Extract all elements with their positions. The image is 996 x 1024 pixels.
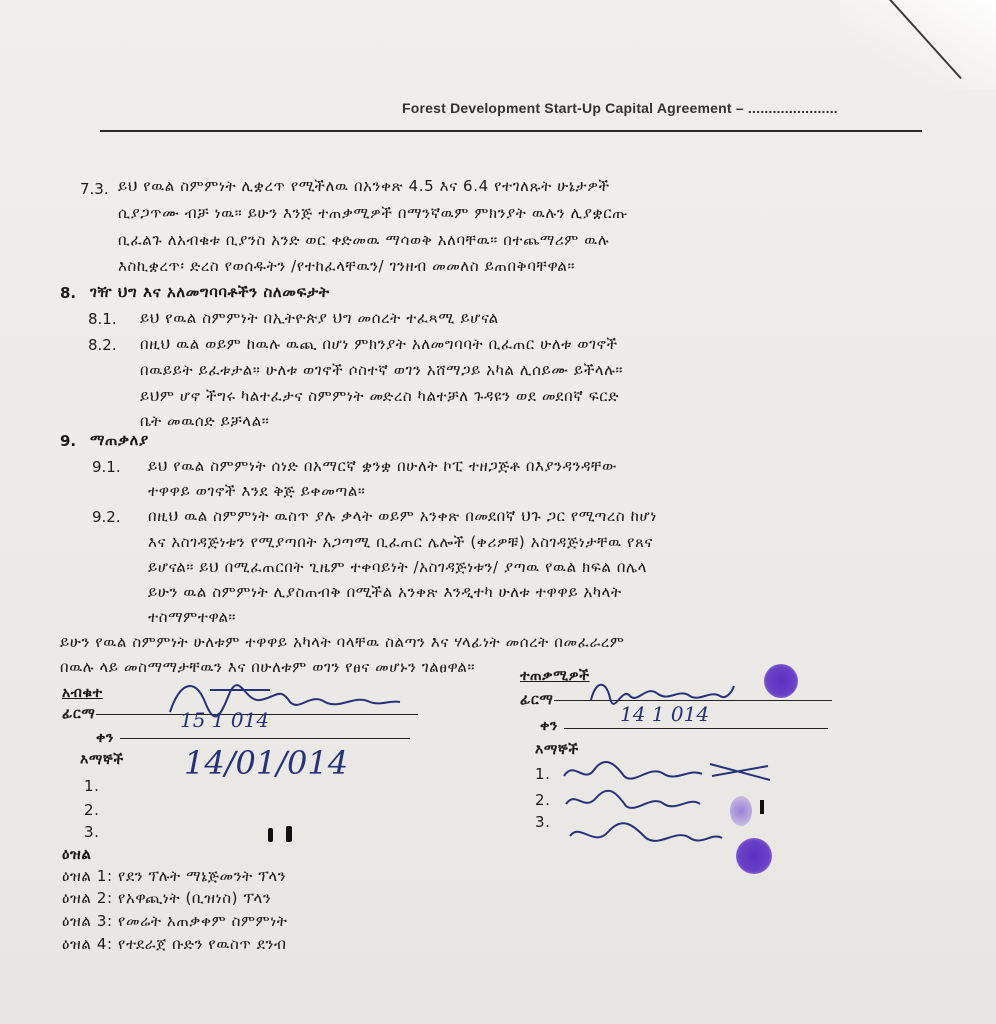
witnesses-label: እማኞች — [80, 752, 124, 768]
section-number: 9. — [60, 432, 77, 450]
party-name: አብቁተ — [62, 685, 103, 701]
clause-number: 9.2. — [92, 508, 121, 526]
page-header: Forest Development Start-Up Capital Agreement – ...................... — [402, 100, 838, 116]
date-label: ቀን — [96, 730, 114, 746]
header-rule — [100, 130, 922, 132]
fingerprint-stamp — [730, 796, 752, 826]
witness-number: 1. — [84, 777, 100, 795]
witness-number: 3. — [535, 813, 551, 831]
annex-item: ዕዝል 3: የመሬት አጠቃቀም ስምምነት — [62, 912, 288, 930]
clause-line: ይህም ሆኖ ችግሩ ካልተፈታና ስምምነት መድረስ ካልተቻለ ጉዳዩን ወደ መደበኛ ፍርድ — [140, 387, 620, 405]
clause-line: በዚህ ዉል ስምምነት ዉስጥ ያሉ ቃላት ወይም አንቀጽ በመደበኛ ህጉ ጋር የሚጣረስ ከሆነ — [148, 507, 657, 525]
witnesses-label: እማኞች — [535, 742, 579, 758]
clause-line: ይህ የዉል ስምምነት ሊቋረጥ የሚችለዉ በአንቀጽ 4.5 እና 6.4 የተገለጹት ሁኔታዎች — [118, 177, 610, 195]
folded-corner — [840, 0, 996, 90]
section-heading: ገዥ ህግ እና አለመግባባቶችን ስለመፍታት — [90, 283, 330, 301]
clause-line: ቤት መዉሰድ ይቻላል። — [140, 412, 270, 430]
clause-number: 7.3. — [80, 180, 109, 198]
date-line — [564, 728, 828, 729]
section-heading: ማጠቃለያ — [90, 431, 149, 449]
clause-line: ተስማምተዋል። — [148, 608, 237, 626]
handwritten-date: 14/01/014 — [184, 744, 349, 782]
witness-number: 2. — [535, 791, 551, 809]
clause-line: ይሆናል። ይህ በሚፈጠርበት ጊዜም ተቀባይነት /አስገዳጅነቱን/ ያጣዉ የዉል ክፍል በሌላ — [148, 558, 648, 576]
ink-mark — [760, 800, 764, 814]
date-line — [120, 738, 410, 739]
clause-line: እስኪቋረጥ፡ ድረስ የወሰዱትን /የተከፈላቸዉን/ ገንዘብ መመለስ ይጠበቅባቸዋል። — [118, 257, 576, 275]
signature-label: ፊርማ — [62, 706, 96, 722]
clause-number: 8.1. — [88, 310, 117, 328]
witness-number: 3. — [84, 823, 100, 841]
clause-line: እና አስገዳጅነቱን የሚያጣበት አጋጣሚ ቢፈጠር ሌሎች (ቀሪዎቹ) አስገዳጅነታቸዉ የጸና — [148, 533, 653, 551]
witness-number: 2. — [84, 801, 100, 819]
section-number: 8. — [60, 284, 77, 302]
clause-line: ይሁን ዉል ስምምነት ሊያስጠብቅ በሚችል አንቀጽ እንዲተካ ሁለቱ ተዋዋይ አካላት — [148, 583, 622, 601]
annex-title: ዕዝል — [62, 845, 92, 863]
ink-mark — [268, 828, 273, 842]
fingerprint-stamp — [764, 664, 798, 698]
party-name: ተጠቃሚዎች — [520, 668, 590, 684]
clause-line: ቢፈልጉ ለአብቁቱ ቢያንስ አንድ ወር ቀድመዉ ማሳወቅ አለባቸዉ። በተጨማሪም ዉሉ — [118, 231, 610, 249]
handwritten-mark: 15 1 014 — [180, 708, 270, 732]
annex-item: ዕዝል 4: የተደራጀ ቡድን የዉስጥ ደንብ — [62, 935, 287, 953]
ink-mark — [286, 826, 292, 842]
clause-line: ይህ የዉል ስምምነት በኢትዮጵያ ህግ መሰረት ተፈጻሚ ይሆናል — [140, 309, 499, 327]
annex-item: ዕዝል 2: የአዋጪነት (ቢዝነስ) ፕላን — [62, 889, 272, 907]
clause-line: በዚህ ዉል ወይም ከዉሉ ዉጪ በሆነ ምክንያት አለመግባባት ቢፈጠር ሁለቱ ወገኖች — [140, 335, 618, 353]
closing-line: በዉሉ ላይ መስማማታቸዉን እና በሁለቱም ወገን የፀና መሆኑን ገልፀዋል። — [60, 658, 476, 676]
clause-line: በዉይይት ይፈቱታል። ሁለቱ ወገኖች ሶስተኛ ወገን አሸማጋይ አካል ሊሰይሙ ይችላሉ። — [140, 361, 624, 379]
closing-line: ይሁን የዉል ስምምነት ሁለቱም ተዋዋይ አካላት ባላቸዉ ስልጣን እና ሃላፊነት መሰረት በመፈራረም — [60, 633, 625, 651]
handwritten-date: 14 1 014 — [620, 702, 710, 726]
date-label: ቀን — [540, 718, 558, 734]
clause-number: 9.1. — [92, 458, 121, 476]
witness-number: 1. — [535, 765, 551, 783]
fingerprint-stamp — [736, 838, 772, 874]
clause-line: ይህ የዉል ስምምነት ሰነድ በአማርኛ ቋንቋ በሁለት ኮፒ ተዘጋጅቶ በእያንዳንዳቸው — [148, 457, 617, 475]
clause-number: 8.2. — [88, 336, 117, 354]
annex-item: ዕዝል 1: የደን ፕሉት ማኔጅመንት ፕላን — [62, 867, 287, 885]
clause-line: ሲያጋጥሙ ብቻ ነዉ። ይሁን እንጅ ተጠቃሚዎች በማንኛዉም ምክንያት ዉሉን ሊያቋርጡ — [118, 204, 628, 222]
clause-line: ተዋዋይ ወገኖች እንደ ቅጅ ይቀመጣል። — [148, 482, 366, 500]
signature-label: ፊርማ — [520, 692, 554, 708]
